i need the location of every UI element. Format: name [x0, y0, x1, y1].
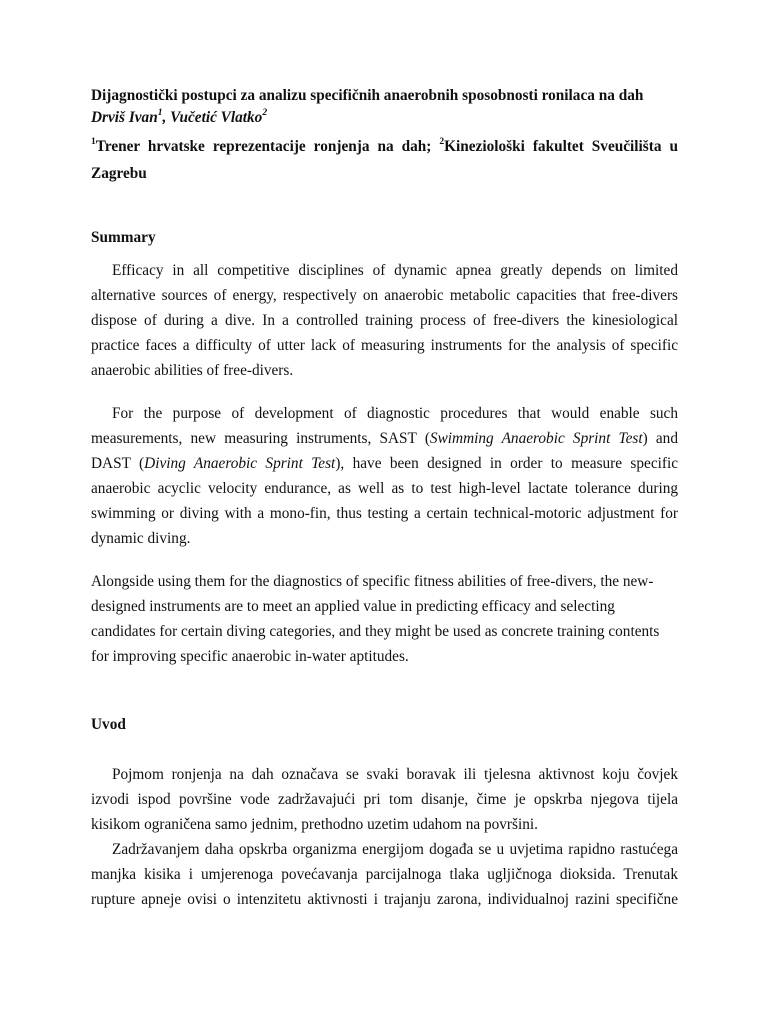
affiliation-text: Zagrebu: [91, 165, 147, 182]
text-run: ), have been designed in order to measure specific: [335, 455, 678, 472]
text-line: [91, 426, 678, 451]
text-line: swimming or diving with a mono-fin, thus testing a certain technical-motoric adjustment for: [91, 505, 678, 522]
text-line: Zadržavanjem daha opskrba organizma energijom događa se u uvjetima rapidno rastućega: [112, 841, 678, 858]
text-line: candidates for certain diving categories, and they might be used as concrete training contents: [91, 623, 660, 640]
author-name: Vučetić Vlatko: [170, 109, 263, 126]
text-line: kisikom ograničena samo jednim, prethodno uzetim udahom na površini.: [91, 816, 538, 833]
text-line: practice faces a difficulty of utter lack of measuring instruments for the analysis of specific: [91, 337, 678, 354]
author-name: Drviš Ivan: [91, 109, 158, 126]
author-separator: ,: [162, 109, 171, 126]
text-line: Efficacy in all competitive disciplines of dynamic apnea greatly depends on limited: [112, 262, 678, 279]
text-line: anaerobic abilities of free-divers.: [91, 362, 294, 379]
text-line: designed instruments are to meet an applied value in predicting efficacy and selecting: [91, 598, 615, 615]
text-line: Pojmom ronjenja na dah označava se svaki boravak ili tjelesna aktivnost koju čovjek: [112, 766, 678, 783]
text-line: [91, 451, 678, 476]
text-line: alternative sources of energy, respectively on anaerobic metabolic capacities that free-divers: [91, 287, 678, 304]
text-line: For the purpose of development of diagnostic procedures that would enable such: [112, 405, 678, 422]
text-line: for improving specific anaerobic in-water aptitudes.: [91, 648, 409, 665]
text-line: anaerobic acyclic velocity endurance, as well as to test high-level lactate tolerance during: [91, 480, 678, 497]
text-line: rupture apneje ovisi o intenzitetu aktivnosti i trajanju zarona, individualnoj razini specifične: [91, 891, 678, 908]
italic-test-name: Swimming Anaerobic Sprint Test: [429, 430, 643, 447]
text-line: izvodi ispod površine vode zadržavajući pri tom disanje, čime je opskrba njegova tijela: [91, 791, 678, 808]
section-heading-uvod: Uvod: [91, 716, 126, 733]
uvod-paragraph-2: [91, 837, 678, 912]
text-line: Alongside using them for the diagnostics of specific fitness abilities of free-divers, the new-: [91, 573, 654, 590]
affiliation-text: Kineziološki fakultet Sveučilišta u: [444, 138, 678, 155]
affiliation-marker: 1: [157, 107, 163, 118]
text-line: manjka kisika i umjerenoga povećavanja parcijalnoga tlaka ugljičnoga dioksida. Trenutak: [91, 866, 678, 883]
affiliation-marker: 2: [262, 107, 268, 118]
text-line: dispose of during a dive. In a controlled training process of free-divers the kinesiological: [91, 312, 678, 329]
summary-paragraph-3: [91, 569, 678, 669]
italic-test-name: Diving Anaerobic Sprint Test: [144, 455, 336, 472]
affiliation-marker: 2: [439, 136, 445, 147]
text-run: ) and: [642, 430, 678, 447]
summary-paragraph-1: [91, 258, 678, 383]
summary-paragraph-2: [91, 401, 678, 551]
text-line: dynamic diving.: [91, 530, 191, 547]
affiliation-marker: 1: [91, 136, 96, 147]
section-heading-summary: Summary: [91, 229, 156, 246]
text-run: measurements, new measuring instruments, SAST (: [91, 430, 430, 447]
affiliations: [91, 133, 678, 187]
author-list: [91, 108, 267, 128]
paper-title: Dijagnostički postupci za analizu specifičnih anaerobnih sposobnosti ronilaca na dah: [91, 87, 644, 104]
affiliation-text: Trener hrvatske reprezentacije ronjenja na dah;: [95, 138, 440, 155]
uvod-paragraph-1: [91, 762, 678, 837]
text-run: DAST (: [91, 455, 145, 472]
